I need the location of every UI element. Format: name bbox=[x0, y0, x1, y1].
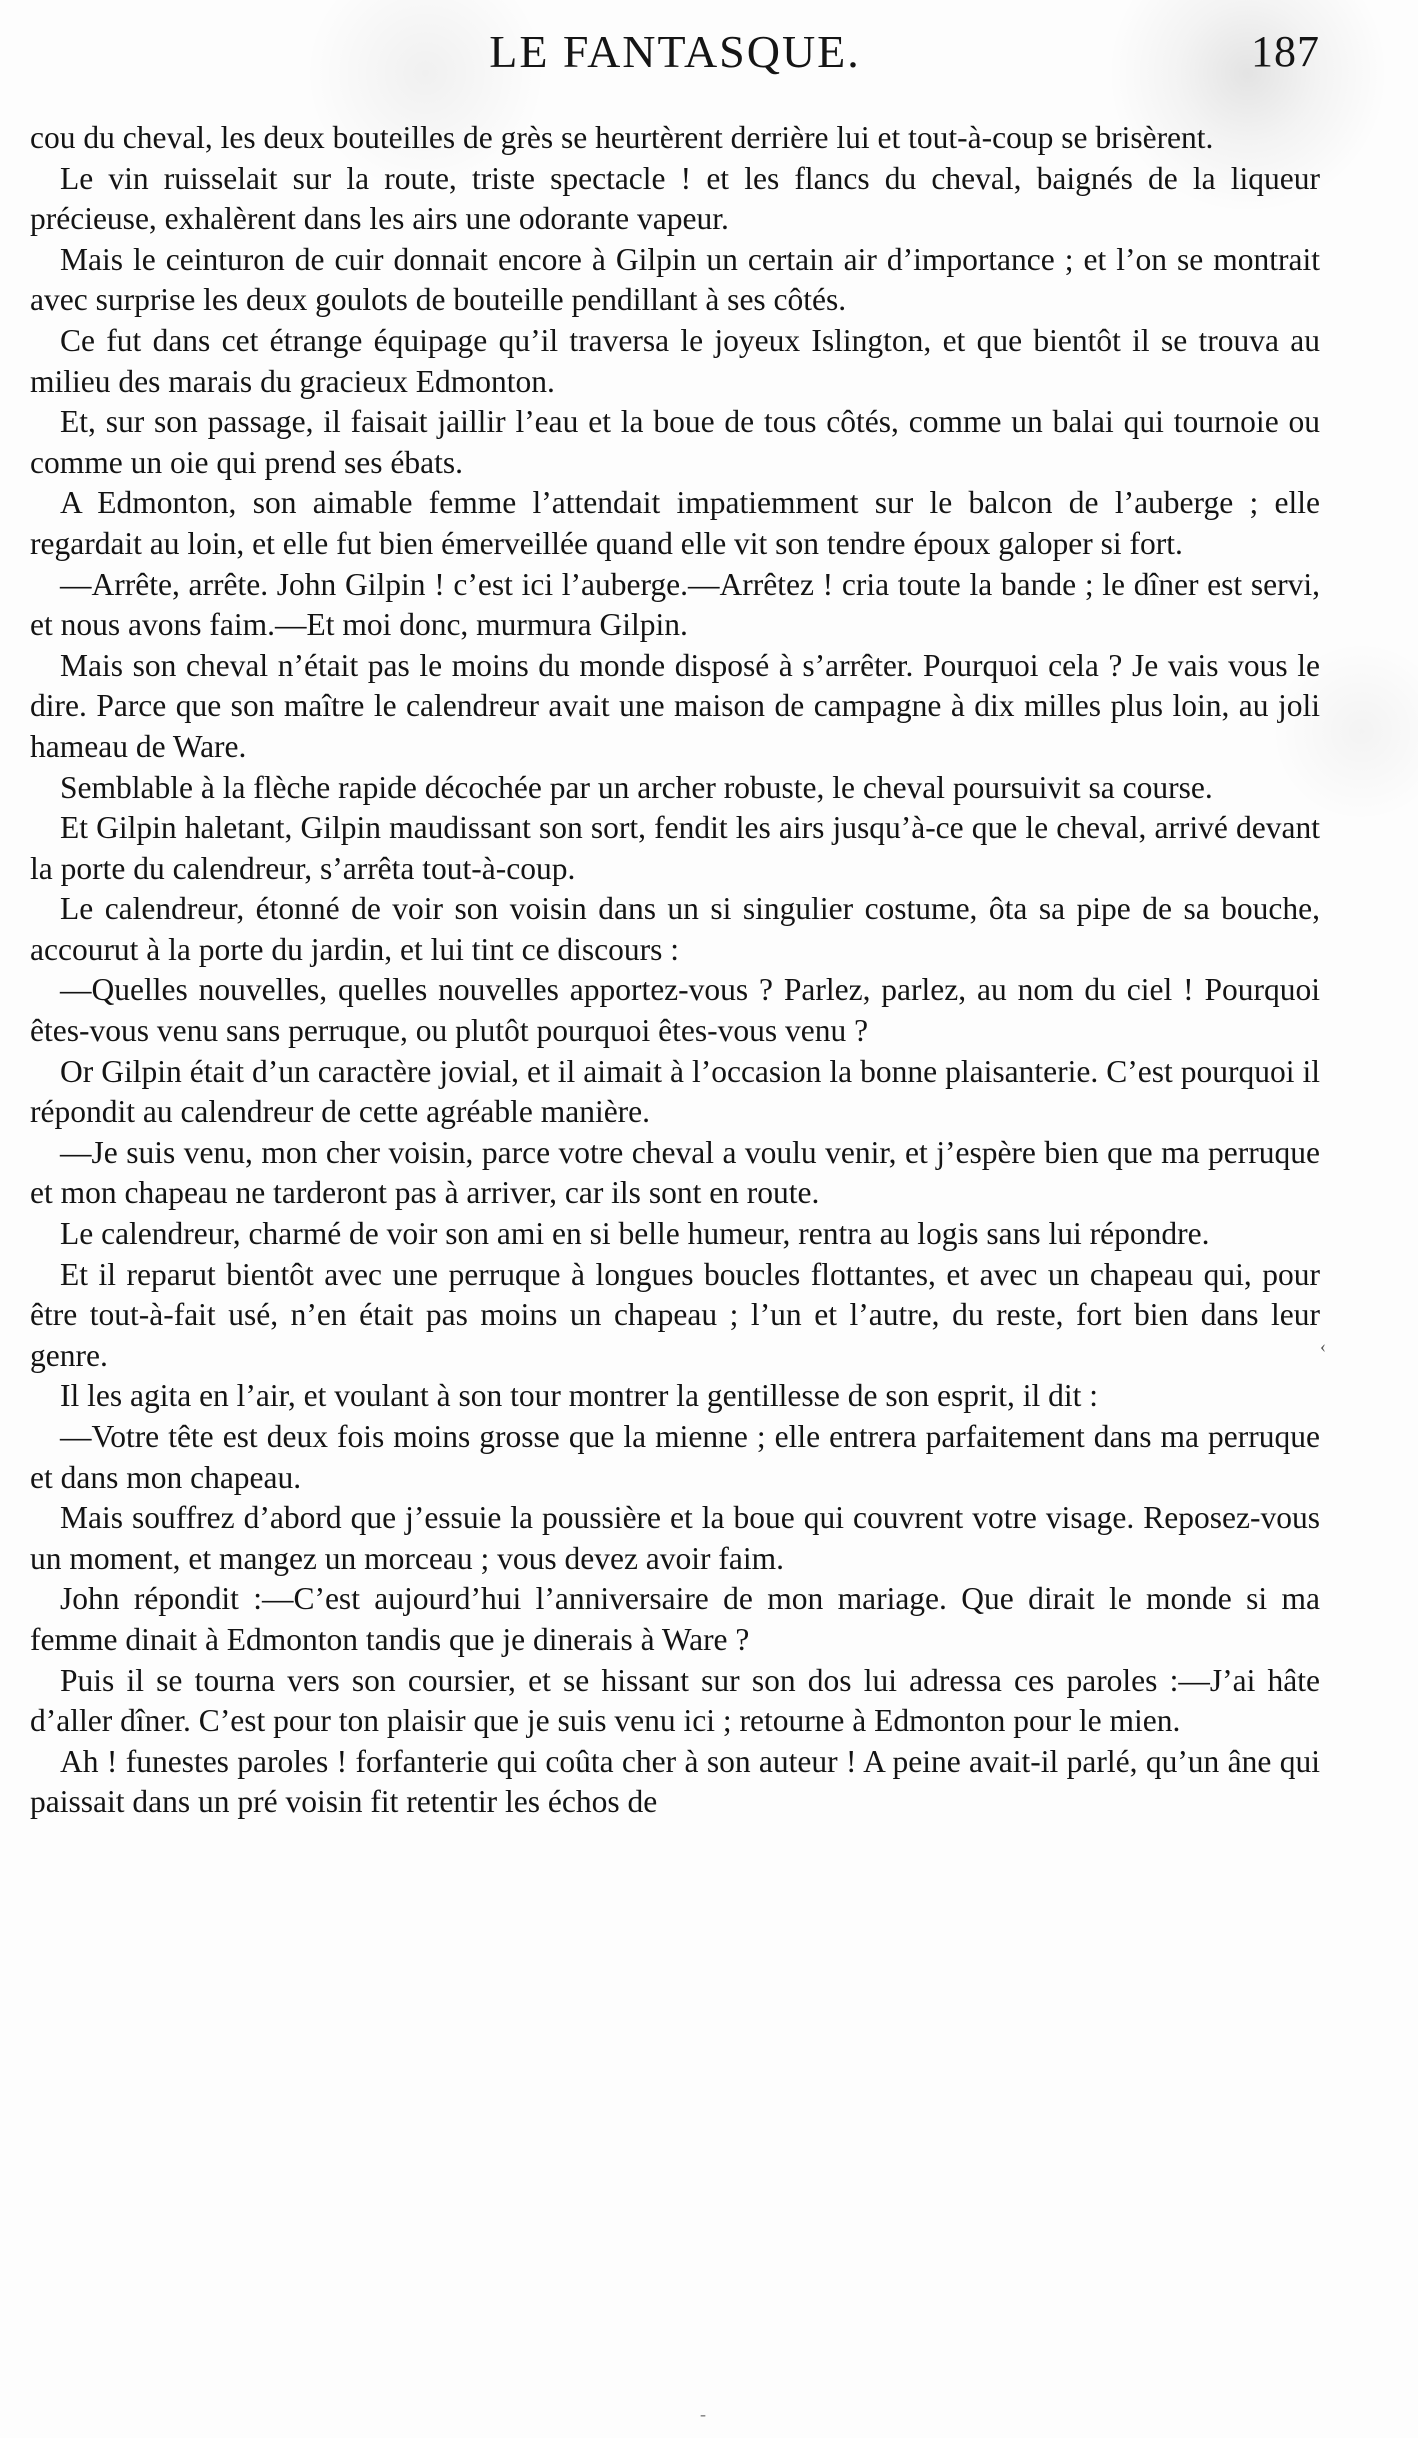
paragraph: Ce fut dans cet étrange équipage qu’il traversa le joyeux Islington, et que bientôt il se trouva au milieu des marais du gracieux Edmonton. bbox=[30, 322, 1320, 399]
paragraph: Et il reparut bientôt avec une perruque à longues boucles flottantes, et avec un chapeau qui, pour être tout-à-fait usé, n’en était pas moins un chapeau ; l’un et l’autre, du reste, fort bien dans leur genre. bbox=[30, 1256, 1320, 1373]
paragraph: Semblable à la flèche rapide décochée par un archer robuste, le cheval poursuivit sa course. bbox=[60, 769, 1213, 805]
paragraph: Puis il se tourna vers son coursier, et se hissant sur son dos lui adressa ces paroles :—J’ai hâte d’aller dîner. C’est pour ton plaisir que je suis venu ici ; retourne à Edmonton pour le mien. bbox=[30, 1662, 1320, 1739]
paragraph: Et Gilpin haletant, Gilpin maudissant son sort, fendit les airs jusqu’à-ce que le cheval, arrivé devant la porte du calendreur, s’arrêta tout-à-coup. bbox=[30, 810, 1320, 886]
paragraph: Mais son cheval n’était pas le moins du monde disposé à s’arrêter. Pourquoi cela ? Je vais vous le dire. Parce que son maître le calendreur avait une maison de campagne à dix milles plus loin, au joli hameau de Ware. bbox=[30, 647, 1320, 764]
paragraph: Il les agita en l’air, et voulant à son tour montrer la gentillesse de son esprit, il dit : bbox=[60, 1378, 1098, 1414]
paragraph: A Edmonton, son aimable femme l’attendait impatiemment sur le balcon de l’auberge ; elle regardait au loin, et elle fut bien émerveillée quand elle vit son tendre époux galoper si fort. bbox=[30, 485, 1320, 561]
paragraph: Ah ! funestes paroles ! forfanterie qui coûta cher à son auteur ! A peine avait-il parlé, qu’un âne qui paissait dans un pré voisin fit retentir les échos de bbox=[30, 1743, 1320, 1820]
paragraph: Or Gilpin était d’un caractère jovial, et il aimait à l’occasion la bonne plaisanterie. C’est pourquoi il répondit au calendreur de cette agréable manière. bbox=[30, 1053, 1320, 1130]
paragraph: Mais le ceinturon de cuir donnait encore à Gilpin un certain air d’importance ; et l’on se montrait avec surprise les deux goulots de bouteille pendillant à ses côtés. bbox=[30, 241, 1320, 318]
paragraph: Le calendreur, étonné de voir son voisin dans un si singulier costume, ôta sa pipe de sa bouche, accourut à la porte du jardin, et lui tint ce discours : bbox=[30, 891, 1320, 967]
paragraph: Le vin ruisselait sur la route, triste spectacle ! et les flancs du cheval, baignés de la liqueur précieuse, exhalèrent dans les airs une odorante vapeur. bbox=[30, 160, 1320, 237]
running-title: LE FANTASQUE. bbox=[489, 26, 861, 77]
paragraph: cou du cheval, les deux bouteilles de grès se heurtèrent derrière lui et tout-à-coup se brisèrent. bbox=[30, 120, 1214, 155]
page-number: 187 bbox=[1251, 27, 1320, 76]
paragraph: —Votre tête est deux fois moins grosse que la mienne ; elle entrera parfaitement dans ma perruque et dans mon chapeau. bbox=[30, 1419, 1320, 1495]
paragraph: —Arrête, arrête. John Gilpin ! c’est ici l’auberge.—Arrêtez ! cria toute la bande ; le dîner est servi, et nous avons faim.—Et moi donc, murmura Gilpin. bbox=[30, 566, 1320, 643]
print-mark: - bbox=[700, 2404, 706, 2424]
paragraph: Le calendreur, charmé de voir son ami en si belle humeur, rentra au logis sans lui répondre. bbox=[60, 1216, 1210, 1252]
article-body bbox=[30, 118, 1320, 1823]
paragraph: Mais souffrez d’abord que j’essuie la poussière et la boue qui couvrent votre visage. Reposez-vous un moment, et mangez un morceau ; vous devez avoir faim. bbox=[30, 1500, 1320, 1576]
margin-tick: ‹ bbox=[1320, 1336, 1326, 1356]
paragraph: John répondit :—C’est aujourd’hui l’anniversaire de mon mariage. Que dirait le monde si ma femme dinait à Edmonton tandis que je dinerais à Ware ? bbox=[30, 1581, 1320, 1657]
page-header bbox=[30, 22, 1320, 82]
paragraph: Et, sur son passage, il faisait jaillir l’eau et la boue de tous côtés, comme un balai qui tournoie ou comme un oie qui prend ses ébats. bbox=[30, 404, 1320, 480]
paragraph: —Je suis venu, mon cher voisin, parce votre cheval a voulu venir, et j’espère bien que ma perruque et mon chapeau ne tarderont pas à arriver, car ils sont en route. bbox=[30, 1134, 1320, 1211]
paragraph: —Quelles nouvelles, quelles nouvelles apportez-vous ? Parlez, parlez, au nom du ciel ! Pourquoi êtes-vous venu sans perruque, ou plutôt pourquoi êtes-vous venu ? bbox=[30, 972, 1320, 1049]
